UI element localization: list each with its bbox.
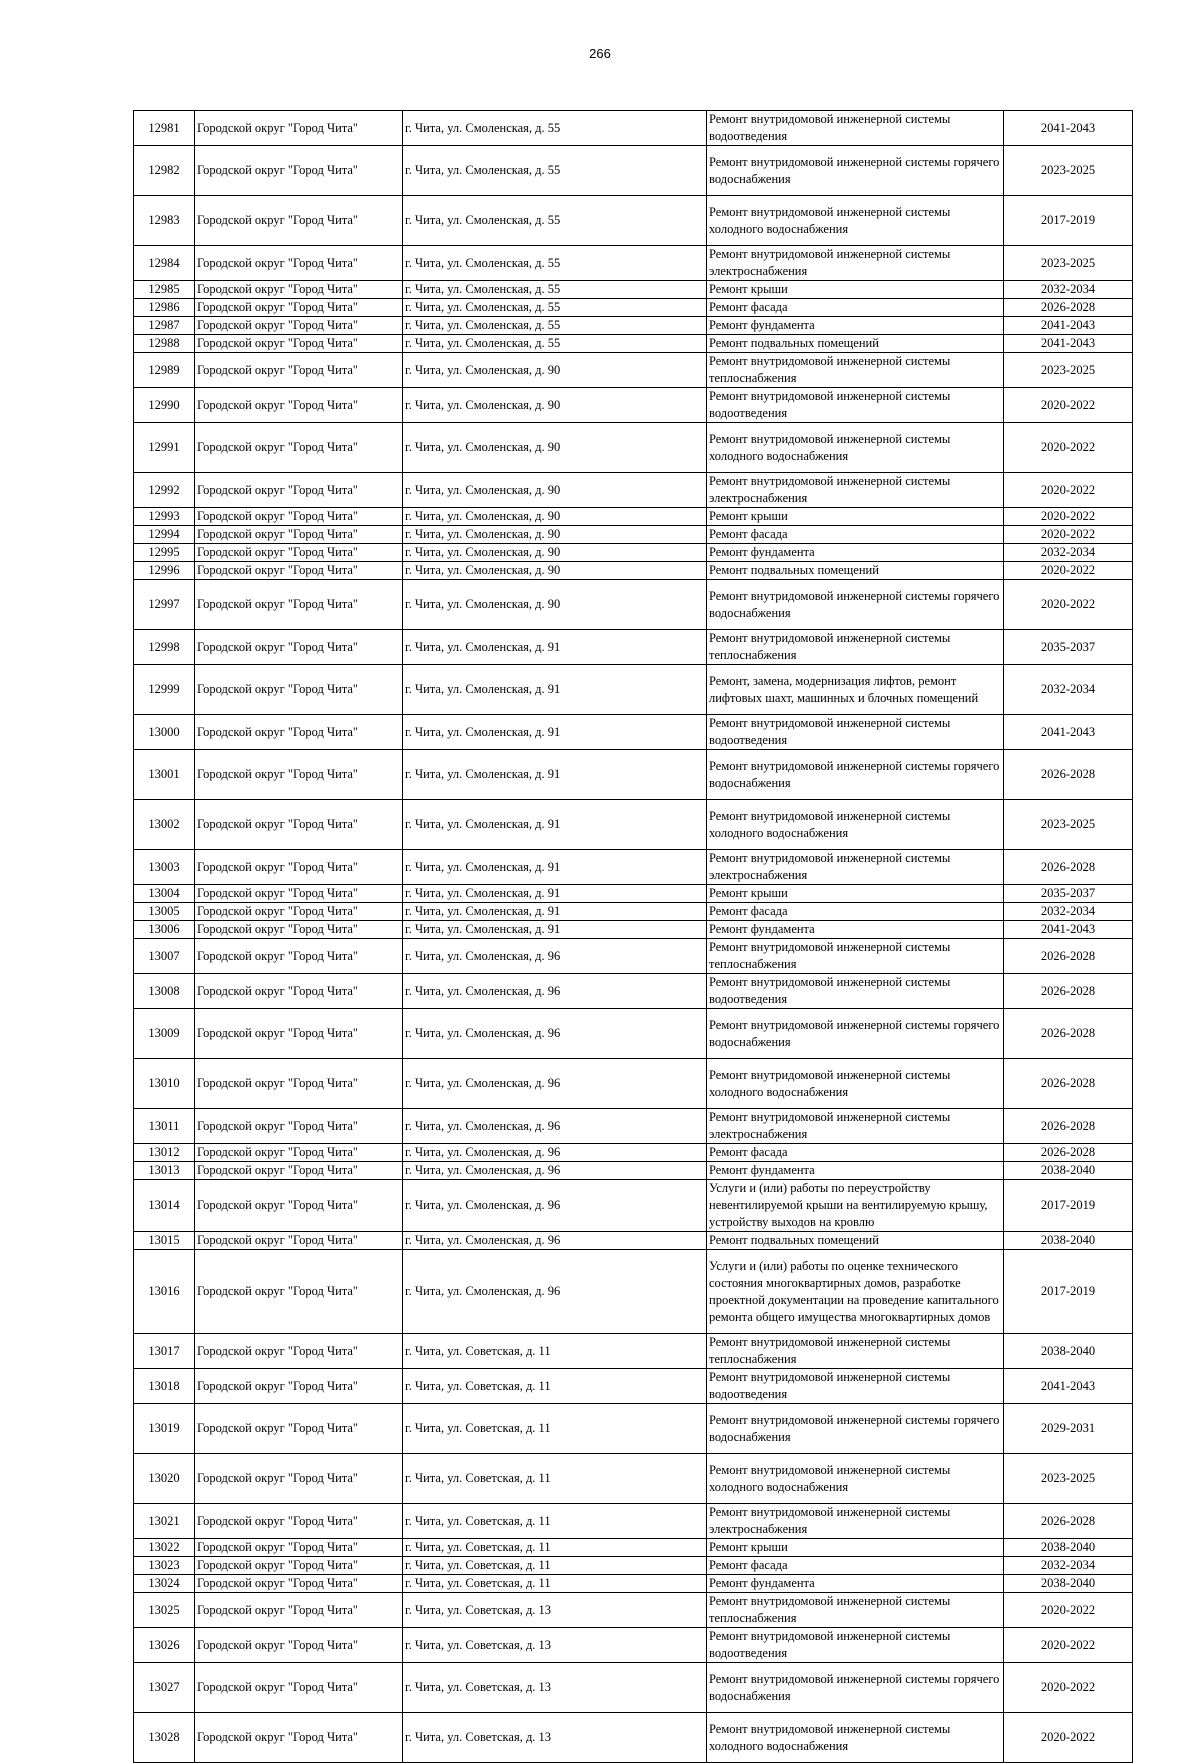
- period-cell: 2026-2028: [1004, 299, 1133, 317]
- municipality-cell: Городской округ "Город Чита": [195, 317, 403, 335]
- work-type-cell: Ремонт внутридомовой инженерной системы электроснабжения: [707, 473, 1004, 508]
- period-cell: 2020-2022: [1004, 1628, 1133, 1663]
- row-number-cell: 13003: [134, 850, 195, 885]
- municipality-cell: Городской округ "Город Чита": [195, 1144, 403, 1162]
- work-type-cell: Ремонт внутридомовой инженерной системы теплоснабжения: [707, 1334, 1004, 1369]
- municipality-cell: Городской округ "Город Чита": [195, 246, 403, 281]
- table-body: [134, 111, 1133, 1763]
- work-type-cell: Ремонт внутридомовой инженерной системы электроснабжения: [707, 1109, 1004, 1144]
- address-cell: г. Чита, ул. Советская, д. 13: [403, 1713, 707, 1763]
- table-row: [134, 196, 1133, 246]
- row-number-cell: 13028: [134, 1713, 195, 1763]
- municipality-cell: Городской округ "Город Чита": [195, 1575, 403, 1593]
- work-type-cell: Ремонт фундамента: [707, 1162, 1004, 1180]
- work-type-cell: Ремонт внутридомовой инженерной системы теплоснабжения: [707, 353, 1004, 388]
- municipality-cell: Городской округ "Город Чита": [195, 423, 403, 473]
- municipality-cell: Городской округ "Город Чита": [195, 562, 403, 580]
- municipality-cell: Городской округ "Город Чита": [195, 1628, 403, 1663]
- table-row: [134, 317, 1133, 335]
- table-row: [134, 1539, 1133, 1557]
- municipality-cell: Городской округ "Город Чита": [195, 885, 403, 903]
- address-cell: г. Чита, ул. Смоленская, д. 96: [403, 1109, 707, 1144]
- row-number-cell: 13009: [134, 1009, 195, 1059]
- work-type-cell: Ремонт фасада: [707, 1557, 1004, 1575]
- municipality-cell: Городской округ "Город Чита": [195, 939, 403, 974]
- row-number-cell: 12983: [134, 196, 195, 246]
- municipality-cell: Городской округ "Город Чита": [195, 299, 403, 317]
- table-row: [134, 1454, 1133, 1504]
- period-cell: 2017-2019: [1004, 1180, 1133, 1232]
- period-cell: 2041-2043: [1004, 111, 1133, 146]
- work-type-cell: Ремонт фундамента: [707, 1575, 1004, 1593]
- period-cell: 2032-2034: [1004, 665, 1133, 715]
- address-cell: г. Чита, ул. Советская, д. 13: [403, 1628, 707, 1663]
- municipality-cell: Городской округ "Город Чита": [195, 580, 403, 630]
- address-cell: г. Чита, ул. Советская, д. 13: [403, 1663, 707, 1713]
- work-type-cell: Ремонт внутридомовой инженерной системы горячего водоснабжения: [707, 1404, 1004, 1454]
- table-row: [134, 1009, 1133, 1059]
- address-cell: г. Чита, ул. Смоленская, д. 55: [403, 299, 707, 317]
- table-row: [134, 1162, 1133, 1180]
- period-cell: 2032-2034: [1004, 544, 1133, 562]
- row-number-cell: 13001: [134, 750, 195, 800]
- table-row: [134, 281, 1133, 299]
- work-type-cell: Ремонт внутридомовой инженерной системы холодного водоснабжения: [707, 1713, 1004, 1763]
- work-type-cell: Ремонт крыши: [707, 281, 1004, 299]
- row-number-cell: 13002: [134, 800, 195, 850]
- row-number-cell: 12981: [134, 111, 195, 146]
- address-cell: г. Чита, ул. Смоленская, д. 90: [403, 508, 707, 526]
- work-type-cell: Ремонт внутридомовой инженерной системы теплоснабжения: [707, 630, 1004, 665]
- period-cell: 2032-2034: [1004, 903, 1133, 921]
- work-type-cell: Ремонт внутридомовой инженерной системы водоотведения: [707, 1369, 1004, 1404]
- row-number-cell: 13021: [134, 1504, 195, 1539]
- address-cell: г. Чита, ул. Смоленская, д. 90: [403, 473, 707, 508]
- table-row: [134, 1404, 1133, 1454]
- period-cell: 2038-2040: [1004, 1232, 1133, 1250]
- table-row: [134, 508, 1133, 526]
- table-row: [134, 423, 1133, 473]
- address-cell: г. Чита, ул. Советская, д. 11: [403, 1557, 707, 1575]
- work-type-cell: Ремонт крыши: [707, 1539, 1004, 1557]
- work-type-cell: Ремонт фундамента: [707, 317, 1004, 335]
- municipality-cell: Городской округ "Город Чита": [195, 665, 403, 715]
- row-number-cell: 13025: [134, 1593, 195, 1628]
- work-type-cell: Ремонт фасада: [707, 1144, 1004, 1162]
- municipality-cell: Городской округ "Город Чита": [195, 111, 403, 146]
- address-cell: г. Чита, ул. Смоленская, д. 91: [403, 630, 707, 665]
- row-number-cell: 12999: [134, 665, 195, 715]
- table-row: [134, 974, 1133, 1009]
- row-number-cell: 12993: [134, 508, 195, 526]
- period-cell: 2023-2025: [1004, 146, 1133, 196]
- municipality-cell: Городской округ "Город Чита": [195, 1663, 403, 1713]
- address-cell: г. Чита, ул. Советская, д. 11: [403, 1369, 707, 1404]
- table-row: [134, 1663, 1133, 1713]
- row-number-cell: 12982: [134, 146, 195, 196]
- work-type-cell: Ремонт подвальных помещений: [707, 562, 1004, 580]
- address-cell: г. Чита, ул. Советская, д. 11: [403, 1504, 707, 1539]
- period-cell: 2026-2028: [1004, 750, 1133, 800]
- work-type-cell: Ремонт внутридомовой инженерной системы водоотведения: [707, 1628, 1004, 1663]
- table-row: [134, 353, 1133, 388]
- table-row: [134, 1059, 1133, 1109]
- row-number-cell: 13026: [134, 1628, 195, 1663]
- address-cell: г. Чита, ул. Смоленская, д. 91: [403, 800, 707, 850]
- period-cell: 2026-2028: [1004, 1009, 1133, 1059]
- period-cell: 2020-2022: [1004, 1713, 1133, 1763]
- address-cell: г. Чита, ул. Смоленская, д. 90: [403, 580, 707, 630]
- address-cell: г. Чита, ул. Смоленская, д. 91: [403, 903, 707, 921]
- work-type-cell: Ремонт внутридомовой инженерной системы холодного водоснабжения: [707, 423, 1004, 473]
- municipality-cell: Городской округ "Город Чита": [195, 544, 403, 562]
- municipality-cell: Городской округ "Город Чита": [195, 353, 403, 388]
- municipality-cell: Городской округ "Город Чита": [195, 1232, 403, 1250]
- work-type-cell: Ремонт крыши: [707, 508, 1004, 526]
- period-cell: 2038-2040: [1004, 1539, 1133, 1557]
- period-cell: 2035-2037: [1004, 885, 1133, 903]
- row-number-cell: 12996: [134, 562, 195, 580]
- table-row: [134, 526, 1133, 544]
- municipality-cell: Городской округ "Город Чита": [195, 388, 403, 423]
- municipality-cell: Городской округ "Город Чита": [195, 1454, 403, 1504]
- row-number-cell: 12985: [134, 281, 195, 299]
- row-number-cell: 12987: [134, 317, 195, 335]
- municipality-cell: Городской округ "Город Чита": [195, 335, 403, 353]
- address-cell: г. Чита, ул. Смоленская, д. 91: [403, 850, 707, 885]
- row-number-cell: 12997: [134, 580, 195, 630]
- work-type-cell: Ремонт фасада: [707, 903, 1004, 921]
- work-type-cell: Ремонт внутридомовой инженерной системы водоотведения: [707, 111, 1004, 146]
- municipality-cell: Городской округ "Город Чита": [195, 903, 403, 921]
- row-number-cell: 13006: [134, 921, 195, 939]
- row-number-cell: 13023: [134, 1557, 195, 1575]
- address-cell: г. Чита, ул. Смоленская, д. 55: [403, 111, 707, 146]
- period-cell: 2026-2028: [1004, 1504, 1133, 1539]
- address-cell: г. Чита, ул. Советская, д. 11: [403, 1575, 707, 1593]
- work-type-cell: Ремонт внутридомовой инженерной системы электроснабжения: [707, 1504, 1004, 1539]
- row-number-cell: 13022: [134, 1539, 195, 1557]
- period-cell: 2038-2040: [1004, 1162, 1133, 1180]
- address-cell: г. Чита, ул. Смоленская, д. 55: [403, 335, 707, 353]
- address-cell: г. Чита, ул. Смоленская, д. 91: [403, 885, 707, 903]
- period-cell: 2023-2025: [1004, 1454, 1133, 1504]
- period-cell: 2017-2019: [1004, 1250, 1133, 1334]
- row-number-cell: 13007: [134, 939, 195, 974]
- table-row: [134, 903, 1133, 921]
- municipality-cell: Городской округ "Город Чита": [195, 1557, 403, 1575]
- municipality-cell: Городской округ "Город Чита": [195, 1404, 403, 1454]
- row-number-cell: 12986: [134, 299, 195, 317]
- table-row: [134, 1713, 1133, 1763]
- work-type-cell: Услуги и (или) работы по оценке технического состояния многоквартирных домов, разработке проектной документации на проведение капитального ремонта общего имущества многоквартирных домов: [707, 1250, 1004, 1334]
- period-cell: 2041-2043: [1004, 335, 1133, 353]
- table-row: [134, 146, 1133, 196]
- period-cell: 2020-2022: [1004, 526, 1133, 544]
- period-cell: 2020-2022: [1004, 1663, 1133, 1713]
- period-cell: 2038-2040: [1004, 1575, 1133, 1593]
- period-cell: 2020-2022: [1004, 508, 1133, 526]
- municipality-cell: Городской округ "Город Чита": [195, 1162, 403, 1180]
- table-row: [134, 299, 1133, 317]
- period-cell: 2026-2028: [1004, 1144, 1133, 1162]
- municipality-cell: Городской округ "Город Чита": [195, 750, 403, 800]
- work-type-cell: Ремонт внутридомовой инженерной системы холодного водоснабжения: [707, 1059, 1004, 1109]
- period-cell: 2020-2022: [1004, 580, 1133, 630]
- table-row: [134, 1575, 1133, 1593]
- address-cell: г. Чита, ул. Смоленская, д. 91: [403, 665, 707, 715]
- period-cell: 2041-2043: [1004, 921, 1133, 939]
- table-row: [134, 1109, 1133, 1144]
- work-type-cell: Ремонт внутридомовой инженерной системы горячего водоснабжения: [707, 750, 1004, 800]
- work-type-cell: Ремонт внутридомовой инженерной системы теплоснабжения: [707, 1593, 1004, 1628]
- table-row: [134, 850, 1133, 885]
- period-cell: 2041-2043: [1004, 317, 1133, 335]
- row-number-cell: 13018: [134, 1369, 195, 1404]
- municipality-cell: Городской округ "Город Чита": [195, 1369, 403, 1404]
- period-cell: 2032-2034: [1004, 1557, 1133, 1575]
- row-number-cell: 13024: [134, 1575, 195, 1593]
- table-row: [134, 580, 1133, 630]
- address-cell: г. Чита, ул. Советская, д. 11: [403, 1334, 707, 1369]
- table-row: [134, 800, 1133, 850]
- row-number-cell: 12998: [134, 630, 195, 665]
- address-cell: г. Чита, ул. Советская, д. 11: [403, 1539, 707, 1557]
- municipality-cell: Городской округ "Город Чита": [195, 1504, 403, 1539]
- table-row: [134, 630, 1133, 665]
- municipality-cell: Городской округ "Город Чита": [195, 1593, 403, 1628]
- address-cell: г. Чита, ул. Смоленская, д. 96: [403, 1162, 707, 1180]
- table-row: [134, 750, 1133, 800]
- address-cell: г. Чита, ул. Смоленская, д. 55: [403, 146, 707, 196]
- municipality-cell: Городской округ "Город Чита": [195, 146, 403, 196]
- address-cell: г. Чита, ул. Смоленская, д. 90: [403, 353, 707, 388]
- municipality-cell: Городской округ "Город Чита": [195, 921, 403, 939]
- table-row: [134, 544, 1133, 562]
- period-cell: 2026-2028: [1004, 974, 1133, 1009]
- period-cell: 2023-2025: [1004, 246, 1133, 281]
- work-type-cell: Ремонт внутридомовой инженерной системы горячего водоснабжения: [707, 146, 1004, 196]
- address-cell: г. Чита, ул. Смоленская, д. 55: [403, 196, 707, 246]
- work-type-cell: Ремонт внутридомовой инженерной системы электроснабжения: [707, 850, 1004, 885]
- work-type-cell: Ремонт внутридомовой инженерной системы холодного водоснабжения: [707, 1454, 1004, 1504]
- municipality-cell: Городской округ "Город Чита": [195, 196, 403, 246]
- municipality-cell: Городской округ "Город Чита": [195, 473, 403, 508]
- row-number-cell: 12984: [134, 246, 195, 281]
- table-row: [134, 1334, 1133, 1369]
- row-number-cell: 12990: [134, 388, 195, 423]
- row-number-cell: 13008: [134, 974, 195, 1009]
- row-number-cell: 13010: [134, 1059, 195, 1109]
- row-number-cell: 13004: [134, 885, 195, 903]
- work-type-cell: Ремонт фасада: [707, 526, 1004, 544]
- work-type-cell: Ремонт внутридомовой инженерной системы теплоснабжения: [707, 939, 1004, 974]
- table-row: [134, 1180, 1133, 1232]
- table-row: [134, 562, 1133, 580]
- table-row: [134, 1504, 1133, 1539]
- address-cell: г. Чита, ул. Смоленская, д. 96: [403, 1059, 707, 1109]
- period-cell: 2020-2022: [1004, 388, 1133, 423]
- row-number-cell: 13011: [134, 1109, 195, 1144]
- row-number-cell: 12989: [134, 353, 195, 388]
- work-type-cell: Ремонт внутридомовой инженерной системы водоотведения: [707, 388, 1004, 423]
- municipality-cell: Городской округ "Город Чита": [195, 1713, 403, 1763]
- municipality-cell: Городской округ "Город Чита": [195, 281, 403, 299]
- table-row: [134, 473, 1133, 508]
- address-cell: г. Чита, ул. Смоленская, д. 96: [403, 1144, 707, 1162]
- table-row: [134, 111, 1133, 146]
- table-row: [134, 1250, 1133, 1334]
- work-type-cell: Ремонт фундамента: [707, 544, 1004, 562]
- row-number-cell: 13027: [134, 1663, 195, 1713]
- address-cell: г. Чита, ул. Смоленская, д. 55: [403, 281, 707, 299]
- period-cell: 2020-2022: [1004, 1593, 1133, 1628]
- period-cell: 2020-2022: [1004, 562, 1133, 580]
- table-row: [134, 1628, 1133, 1663]
- period-cell: 2041-2043: [1004, 1369, 1133, 1404]
- period-cell: 2026-2028: [1004, 1109, 1133, 1144]
- municipality-cell: Городской округ "Город Чита": [195, 1009, 403, 1059]
- municipality-cell: Городской округ "Город Чита": [195, 526, 403, 544]
- table-row: [134, 246, 1133, 281]
- work-type-cell: Ремонт внутридомовой инженерной системы горячего водоснабжения: [707, 1009, 1004, 1059]
- work-type-cell: Ремонт внутридомовой инженерной системы горячего водоснабжения: [707, 580, 1004, 630]
- table-row: [134, 921, 1133, 939]
- period-cell: 2026-2028: [1004, 939, 1133, 974]
- work-type-cell: Ремонт, замена, модернизация лифтов, ремонт лифтовых шахт, машинных и блочных помещений: [707, 665, 1004, 715]
- work-type-cell: Ремонт внутридомовой инженерной системы водоотведения: [707, 715, 1004, 750]
- row-number-cell: 13019: [134, 1404, 195, 1454]
- table-row: [134, 1144, 1133, 1162]
- address-cell: г. Чита, ул. Смоленская, д. 96: [403, 939, 707, 974]
- municipality-cell: Городской округ "Город Чита": [195, 1250, 403, 1334]
- period-cell: 2023-2025: [1004, 353, 1133, 388]
- period-cell: 2023-2025: [1004, 800, 1133, 850]
- row-number-cell: 13017: [134, 1334, 195, 1369]
- municipality-cell: Городской округ "Город Чита": [195, 850, 403, 885]
- row-number-cell: 13005: [134, 903, 195, 921]
- work-type-cell: Ремонт внутридомовой инженерной системы горячего водоснабжения: [707, 1663, 1004, 1713]
- row-number-cell: 13016: [134, 1250, 195, 1334]
- period-cell: 2017-2019: [1004, 196, 1133, 246]
- work-type-cell: Услуги и (или) работы по переустройству невентилируемой крыши на вентилируемую крышу, устройству выходов на кровлю: [707, 1180, 1004, 1232]
- period-cell: 2038-2040: [1004, 1334, 1133, 1369]
- address-cell: г. Чита, ул. Смоленская, д. 90: [403, 423, 707, 473]
- row-number-cell: 13012: [134, 1144, 195, 1162]
- row-number-cell: 12991: [134, 423, 195, 473]
- address-cell: г. Чита, ул. Смоленская, д. 96: [403, 974, 707, 1009]
- municipality-cell: Городской округ "Город Чита": [195, 715, 403, 750]
- address-cell: г. Чита, ул. Смоленская, д. 91: [403, 715, 707, 750]
- work-type-cell: Ремонт крыши: [707, 885, 1004, 903]
- address-cell: г. Чита, ул. Смоленская, д. 90: [403, 388, 707, 423]
- row-number-cell: 13014: [134, 1180, 195, 1232]
- row-number-cell: 13000: [134, 715, 195, 750]
- address-cell: г. Чита, ул. Смоленская, д. 90: [403, 562, 707, 580]
- municipality-cell: Городской округ "Город Чита": [195, 1334, 403, 1369]
- work-type-cell: Ремонт подвальных помещений: [707, 1232, 1004, 1250]
- address-cell: г. Чита, ул. Смоленская, д. 90: [403, 526, 707, 544]
- repair-schedule-table: [133, 110, 1133, 1763]
- table-row: [134, 1232, 1133, 1250]
- table-row: [134, 665, 1133, 715]
- address-cell: г. Чита, ул. Смоленская, д. 96: [403, 1250, 707, 1334]
- municipality-cell: Городской округ "Город Чита": [195, 1109, 403, 1144]
- address-cell: г. Чита, ул. Смоленская, д. 91: [403, 921, 707, 939]
- table-row: [134, 1557, 1133, 1575]
- table-row: [134, 885, 1133, 903]
- period-cell: 2035-2037: [1004, 630, 1133, 665]
- row-number-cell: 13013: [134, 1162, 195, 1180]
- work-type-cell: Ремонт подвальных помещений: [707, 335, 1004, 353]
- period-cell: 2032-2034: [1004, 281, 1133, 299]
- work-type-cell: Ремонт внутридомовой инженерной системы холодного водоснабжения: [707, 800, 1004, 850]
- table-row: [134, 715, 1133, 750]
- page-number: 266: [589, 46, 611, 61]
- row-number-cell: 13015: [134, 1232, 195, 1250]
- municipality-cell: Городской округ "Город Чита": [195, 1539, 403, 1557]
- address-cell: г. Чита, ул. Смоленская, д. 91: [403, 750, 707, 800]
- period-cell: 2026-2028: [1004, 1059, 1133, 1109]
- period-cell: 2041-2043: [1004, 715, 1133, 750]
- table-row: [134, 1593, 1133, 1628]
- work-type-cell: Ремонт фундамента: [707, 921, 1004, 939]
- period-cell: 2020-2022: [1004, 473, 1133, 508]
- municipality-cell: Городской округ "Город Чита": [195, 630, 403, 665]
- municipality-cell: Городской округ "Город Чита": [195, 800, 403, 850]
- table-row: [134, 1369, 1133, 1404]
- address-cell: г. Чита, ул. Смоленская, д. 55: [403, 317, 707, 335]
- table-row: [134, 388, 1133, 423]
- address-cell: г. Чита, ул. Смоленская, д. 55: [403, 246, 707, 281]
- row-number-cell: 12994: [134, 526, 195, 544]
- municipality-cell: Городской округ "Город Чита": [195, 508, 403, 526]
- address-cell: г. Чита, ул. Советская, д. 13: [403, 1593, 707, 1628]
- municipality-cell: Городской округ "Город Чита": [195, 974, 403, 1009]
- address-cell: г. Чита, ул. Смоленская, д. 96: [403, 1232, 707, 1250]
- period-cell: 2029-2031: [1004, 1404, 1133, 1454]
- work-type-cell: Ремонт внутридомовой инженерной системы холодного водоснабжения: [707, 196, 1004, 246]
- work-type-cell: Ремонт внутридомовой инженерной системы электроснабжения: [707, 246, 1004, 281]
- municipality-cell: Городской округ "Город Чита": [195, 1180, 403, 1232]
- address-cell: г. Чита, ул. Смоленская, д. 90: [403, 544, 707, 562]
- address-cell: г. Чита, ул. Советская, д. 11: [403, 1404, 707, 1454]
- row-number-cell: 13020: [134, 1454, 195, 1504]
- period-cell: 2026-2028: [1004, 850, 1133, 885]
- period-cell: 2020-2022: [1004, 423, 1133, 473]
- work-type-cell: Ремонт внутридомовой инженерной системы водоотведения: [707, 974, 1004, 1009]
- work-type-cell: Ремонт фасада: [707, 299, 1004, 317]
- municipality-cell: Городской округ "Город Чита": [195, 1059, 403, 1109]
- row-number-cell: 12992: [134, 473, 195, 508]
- table-row: [134, 939, 1133, 974]
- address-cell: г. Чита, ул. Смоленская, д. 96: [403, 1009, 707, 1059]
- address-cell: г. Чита, ул. Смоленская, д. 96: [403, 1180, 707, 1232]
- row-number-cell: 12995: [134, 544, 195, 562]
- address-cell: г. Чита, ул. Советская, д. 11: [403, 1454, 707, 1504]
- table-row: [134, 335, 1133, 353]
- row-number-cell: 12988: [134, 335, 195, 353]
